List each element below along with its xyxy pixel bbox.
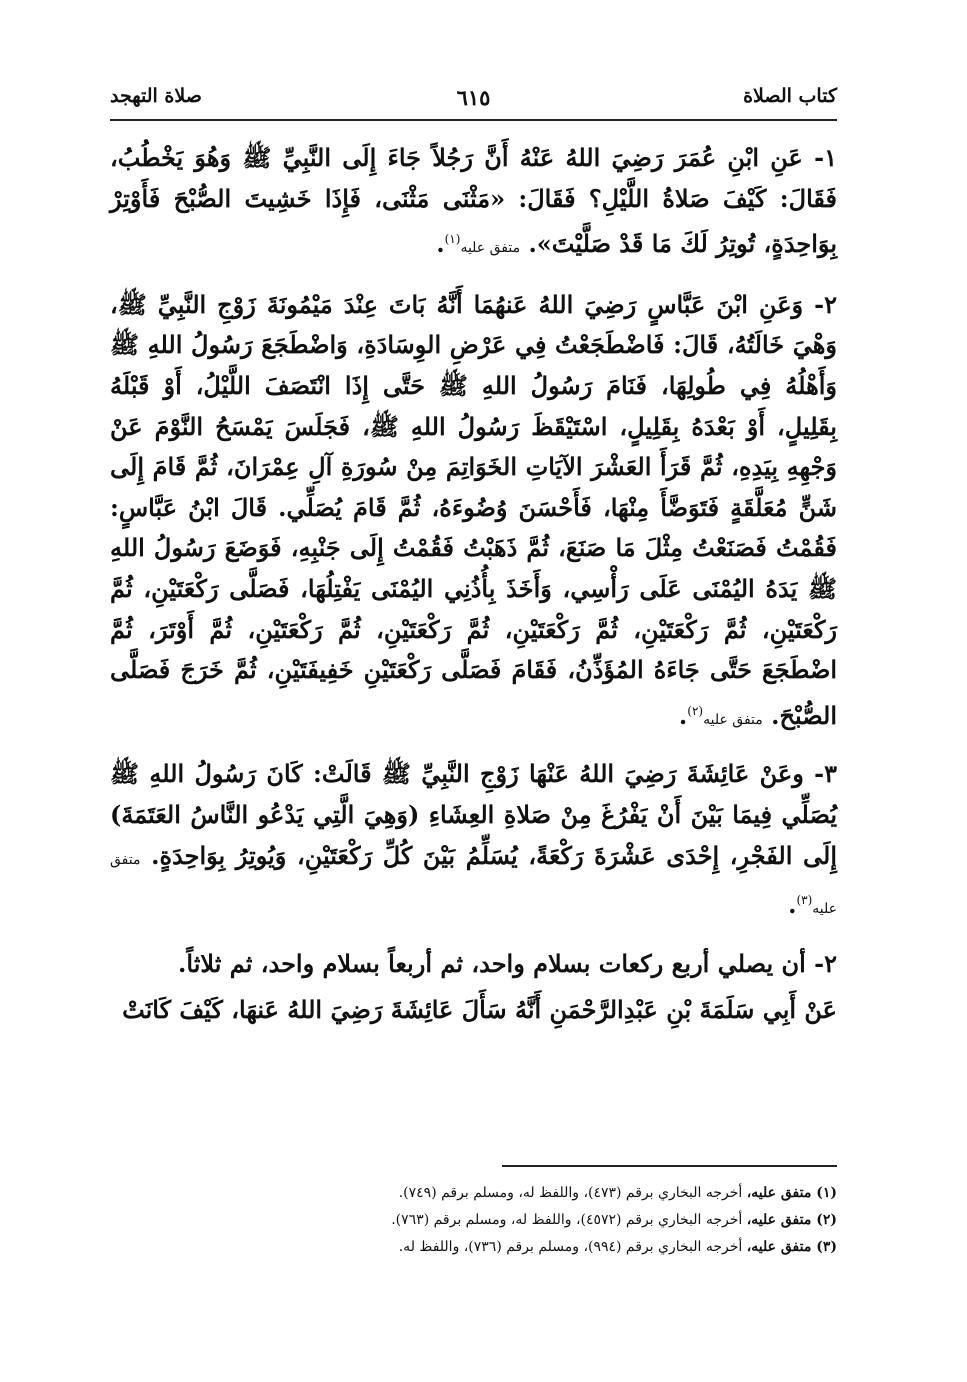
hadith-text: عَنِ ابْنِ عُمَرَ رَضِيَ اللهُ عَنْهُ أَنَّ رَجُلاً جَاءَ إِلَى النَّبِيِّ ﷺ وَهُوَ يَخْطُبُ، فَقَالَ: كَيْفَ صَلاةُ اللَّيْلِ؟ فَقَالَ: «مَثْنَى مَثْنَى، فَإِذَا خَشِيتَ الصُّبْحَ فَأَوْتِرْ بِوَاحِدَةٍ، تُوتِرُ لَكَ مَا قَدْ صَلَّيْتَ». [110, 143, 837, 259]
footnote-text: أخرجه البخاري برقم (٤٧٣)، واللفظ له، ومسلم برقم (٧٤٩). [398, 1185, 743, 1201]
footnote-ref[interactable]: (١) [444, 232, 461, 247]
hadith-3 [110, 754, 837, 929]
hadith-text: وعَنْ عَائِشَةَ رَضِيَ اللهُ عَنْهَا زَوْجِ النَّبِيِّ ﷺ قَالَتْ: كَانَ رَسُولُ اللهِ ﷺ يُصَلِّي فِيمَا بَيْنَ أَنْ يَفْرُغَ مِنْ صَلاةِ العِشَاءِ (وَهِيَ الَّتِي يَدْعُو النَّاسُ العَتَمَةَ) إِلَى الفَجْرِ، إِحْدَى عَشْرَةَ رَكْعَةً، يُسَلِّمُ بَيْنَ كُلِّ رَكْعَتَيْنِ، وَيُوتِرُ بِوَاحِدَةٍ. [110, 759, 837, 870]
footnote-divider [502, 1165, 837, 1167]
footnote-text: أخرجه البخاري برقم (٩٩٤)، ومسلم برقم (٧٣٦)، واللفظ له. [398, 1239, 743, 1255]
hadith-end: . [436, 229, 445, 259]
footnote-text: أخرجه البخاري برقم (٤٥٧٢)، واللفظ له، ومسلم برقم (٧٦٣). [391, 1212, 743, 1228]
footnote-label: (١) متفق عليه، [746, 1185, 837, 1201]
book-title: كتاب الصلاة [743, 85, 837, 107]
hadith-source: متفق عليه [460, 240, 521, 257]
footnote-label: (٢) متفق عليه، [746, 1212, 837, 1228]
hadith-number: ٢- [814, 289, 838, 319]
hadith-end: . [678, 700, 688, 730]
footnote-ref[interactable]: (٣) [796, 893, 813, 908]
header-divider [110, 119, 837, 121]
hadith-number: ٣- [814, 759, 838, 789]
section-heading: ٢- أن يصلي أربع ركعات بسلام واحد، ثم أربعاً بسلام واحد، ثم ثلاثاً. [178, 948, 837, 978]
footnote-2 [110, 1207, 837, 1234]
footnotes [110, 1180, 837, 1261]
running-header [110, 85, 837, 115]
page-number: ٦١٥ [456, 85, 491, 110]
hadith-1 [110, 138, 837, 269]
continuing-text: عَنْ أَبِي سَلَمَةَ بْنِ عَبْدِالرَّحْمَنِ أَنَّهُ سَأَلَ عَائِشَةَ رَضِيَ اللهُ عَنهَا، كَيْفَ كَانَتْ [122, 995, 837, 1025]
hadith-end: . [788, 890, 797, 920]
hadith-source: متفق عليه [110, 851, 837, 918]
footnote-1 [110, 1180, 837, 1207]
main-text [110, 138, 837, 1031]
hadith-source: متفق عليه [703, 711, 763, 728]
hadith-number: ١- [814, 143, 837, 172]
footnote-ref[interactable]: (٢) [687, 703, 704, 718]
chapter-title: صلاة التهجد [110, 85, 202, 107]
hadith-text: وَعَنِ ابْنَ عَبَّاسٍ رَضِيَ اللهُ عَنهُمَا أَنَّهُ بَاتَ عِنْدَ مَيْمُونَةَ زَوْجِ النَّبِيِّ ﷺ، وَهْيَ خَالَتُهُ، قَالَ: فَاضْطَجَعْتُ فِي عَرْضِ الوِسَادَةِ، وَاضْطَجَعَ رَسُولُ اللهِ ﷺ وَأَهْلُهُ فِي طُولِهَا، فَنَامَ رَسُولُ اللهِ ﷺ حَتَّى إِذَا انْتَصَفَ اللَّيْلُ، أَوْ قَبْلَهُ بِقَلِيلٍ، أَوْ بَعْدَهُ بِقَلِيلٍ، اسْتَيْقَظَ رَسُولُ اللهِ ﷺ، فَجَلَسَ يَمْسَحُ النَّوْمَ عَنْ وَجْهِهِ بِيَدِهِ، ثُمَّ قَرَأَ العَشْرَ الآيَاتِ الخَوَاتِمَ مِنْ سُورَةِ آلِ عِمْرَانَ، ثُمَّ قَامَ إِلَى شَنٍّ مُعَلَّقَةٍ فَتَوَضَّأَ مِنْهَا، فَأَحْسَنَ وُضُوءَهُ، ثُمَّ قَامَ يُصَلِّي. قَالَ ابْنُ عَبَّاسٍ: فَقُمْتُ فَصَنَعْتُ مِثْلَ مَا صَنَعَ، ثُمَّ ذَهَبْتُ فَقُمْتُ إِلَى جَنْبِهِ، فَوَضَعَ رَسُولُ اللهِ ﷺ يَدَهُ اليُمْنَى عَلَى رَأْسِي، وَأَخَذَ بِأُذُنِي اليُمْنَى يَفْتِلُهَا، فَصَلَّى رَكْعَتَيْنِ، ثُمَّ رَكْعَتَيْنِ، ثُمَّ رَكْعَتَيْنِ، ثُمَّ رَكْعَتَيْنِ، ثُمَّ رَكْعَتَيْنِ، ثُمَّ رَكْعَتَيْنِ، ثُمَّ أَوْتَرَ، ثُمَّ اضْطَجَعَ حَتَّى جَاءَهُ المُؤَذِّنُ، فَقَامَ فَصَلَّى رَكْعَتَيْنِ خَفِيفَتَيْنِ، ثُمَّ خَرَجَ فَصَلَّى الصُّبْحَ. [110, 289, 838, 730]
footnote-3 [110, 1234, 837, 1261]
hadith-2 [110, 285, 837, 741]
footnote-label: (٣) متفق عليه، [746, 1239, 837, 1255]
